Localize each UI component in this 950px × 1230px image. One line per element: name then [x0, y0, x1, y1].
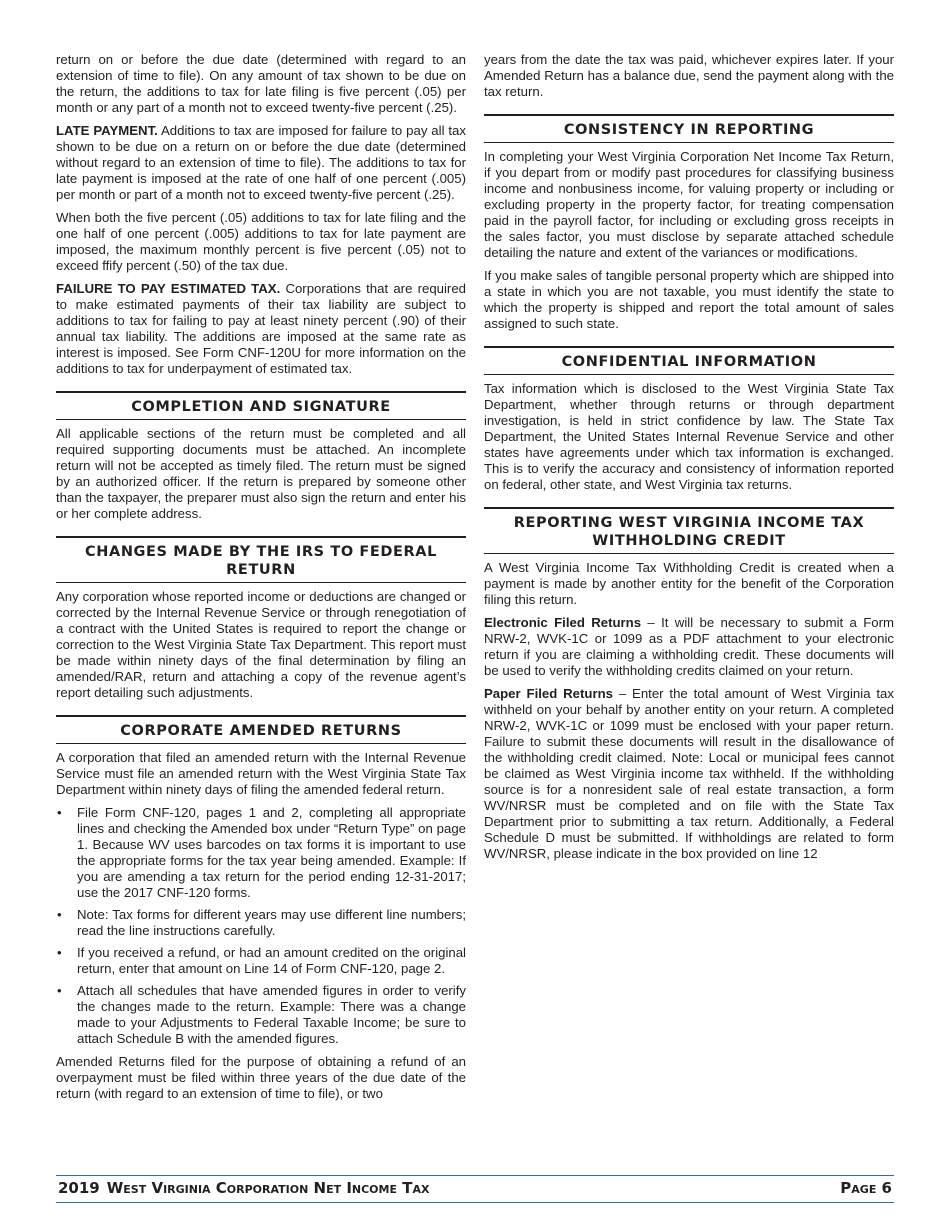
- list-item: [56, 983, 466, 1047]
- right-column: [484, 52, 894, 869]
- completion-paragraph: All applicable sections of the return must be completed and all required supporting documents must be attached. An incomplete return will not be accepted as timely filed. The return must be signed by an authorized officer. If the return is prepared by someone other than the taxpayer, the preparer must also sign the return and enter his or her complete address.: [56, 426, 466, 521]
- consistency-paragraph: In completing your West Virginia Corporation Net Income Tax Return, if you depart from or modify past procedures for classifying business income and nonbusiness income, for valuing property or including or excluding property in the property factor, for treating compensation paid in the payroll factor, for including or excluding gross receipts in the sales factor, you must disclose by separate attached schedule detailing the nature and extent of the variances or modifications.: [484, 149, 894, 260]
- list-item: [56, 805, 466, 901]
- bullet-marker: •: [57, 945, 62, 960]
- late-payment-heading: LATE PAYMENT.: [56, 123, 158, 138]
- completion-section-title: COMPLETION AND SIGNATURE: [56, 391, 466, 420]
- amended-bullet-list: [56, 805, 466, 1047]
- amended-closing-paragraph: Amended Returns filed for the purpose of obtaining a refund of an overpayment must be filed within three years of the due date of the return (with regard to an extension of time to file), or two: [56, 1054, 466, 1101]
- bullet-text: If you received a refund, or had an amount credited on the original return, enter that amount on Line 14 of Form CNF-120, page 2.: [77, 945, 466, 976]
- paper-returns-text: – Enter the total amount of West Virginia tax withheld on your behalf by another entity on your return. A completed NRW-2, WVK-1C or 1099 must be enclosed with your paper return. Failure to submit these documents will result in the disallowance of the withholding credit claimed. Note: Local or municipal fees cannot be claimed as West Virginia income tax withheld. If the withholding source is for a nonresident sale of real estate transaction, a form WV/NRSR must be completed and on file with the State Tax Department prior to submitting a tax return. Additionally, a Federal Schedule D must be submitted. If withholdings are related to form WV/NRSR, please indicate in the box provided on line 12: [484, 686, 894, 861]
- failure-estimated-text: Corporations that are required to make estimated payments of their tax liability are subject to additions to tax for failing to pay at least ninety percent (.90) of their annual tax liability. The additions are imposed at the same rate as interest is imposed. See Form CNF-120U for more information on the additions to tax for underpayment of estimated tax.: [56, 281, 466, 376]
- paper-returns-paragraph: [484, 686, 894, 862]
- withholding-intro-paragraph: A West Virginia Income Tax Withholding Credit is created when a payment is made by another entity for the benefit of the Corporation filing this return.: [484, 560, 894, 607]
- consistency-section-title: CONSISTENCY IN REPORTING: [484, 114, 894, 143]
- withholding-section-title: REPORTING WEST VIRGINIA INCOME TAX WITHHOLDING CREDIT: [484, 507, 894, 554]
- failure-estimated-heading: FAILURE TO PAY ESTIMATED TAX.: [56, 281, 281, 296]
- irs-changes-section-title: CHANGES MADE BY THE IRS TO FEDERAL RETURN: [56, 536, 466, 583]
- amended-section-title: CORPORATE AMENDED RETURNS: [56, 715, 466, 744]
- electronic-returns-paragraph: [484, 615, 894, 679]
- page-footer: [56, 1175, 894, 1203]
- electronic-returns-text: – It will be necessary to submit a Form NRW-2, WVK-1C or 1099 as a PDF attachment to your electronic return if you are claiming a withholding credit. These documents will be used to verify the withholding credits claimed on your return.: [484, 615, 894, 678]
- list-item: [56, 907, 466, 939]
- bullet-text: File Form CNF-120, pages 1 and 2, completing all appropriate lines and checking the Amended box under “Return Type” on page 1. Because WV uses barcodes on tax forms it is important to use the appropriate forms for the tax year being amended. Example: If you are amending a tax return for the period ending 12-31-2017; use the 2017 CNF-120 forms.: [77, 805, 466, 900]
- bullet-marker: •: [57, 907, 62, 922]
- list-item: [56, 945, 466, 977]
- footer-form-name: West Virginia Corporation Net Income Tax: [106, 1179, 430, 1197]
- failure-estimated-paragraph: [56, 281, 466, 377]
- consistency-paragraph: If you make sales of tangible personal property which are shipped into a state in which you are not taxable, you must identify the state to which the property is shipped and report the total amount of sales assigned to such state.: [484, 268, 894, 331]
- bullet-marker: •: [57, 805, 62, 820]
- left-column: [56, 52, 466, 1109]
- electronic-returns-heading: Electronic Filed Returns: [484, 615, 642, 630]
- intro-paragraph: return on or before the due date (determined with regard to an extension of time to file). On any amount of tax shown to be due on the return, the additions to tax for late filing is five percent (.05) per month or any part of a month not to exceed twenty-five percent (.25).: [56, 52, 466, 115]
- bullet-text: Attach all schedules that have amended figures in order to verify the changes made to the return. Example: There was a change made to your Adjustments to Federal Taxable Income; be sure to attach Schedule B with the amended figures.: [77, 983, 466, 1046]
- amended-intro-paragraph: A corporation that filed an amended return with the Internal Revenue Service must file an amended return with the West Virginia State Tax Department within ninety days of filing the amended federal return.: [56, 750, 466, 797]
- continuation-paragraph: years from the date the tax was paid, whichever expires later. If your Amended Return has a balance due, send the payment along with the tax return.: [484, 52, 894, 99]
- bullet-marker: •: [57, 983, 62, 998]
- confidential-paragraph: Tax information which is disclosed to the West Virginia State Tax Department, whether through returns or through department investigation, is held in strict confidence by law. The State Tax Department, the United States Internal Revenue Service and other states have agreements under which tax information is exchanged. This is to verify the accuracy and consistency of information reported on federal, other state, and West Virginia tax returns.: [484, 381, 894, 492]
- bullet-text: Note: Tax forms for different years may use different line numbers; read the line instructions carefully.: [77, 907, 466, 938]
- page-number: Page 6: [840, 1179, 892, 1197]
- footer-year: 2019: [58, 1179, 100, 1197]
- confidential-section-title: CONFIDENTIAL INFORMATION: [484, 346, 894, 375]
- late-payment-paragraph: [56, 123, 466, 203]
- both-additions-paragraph: When both the five percent (.05) additions to tax for late filing and the one half of one percent (.005) additions to tax for late payment are imposed, the maximum monthly percent is five percent (.05) not to exceed ffify percent (.50) of the tax due.: [56, 210, 466, 273]
- late-payment-text: Additions to tax are imposed for failure to pay all tax shown to be due on a return on or before the due date (determined without regard to an extension of time to file). The additions to tax for late payment is imposed at the rate of one half of one percent (.005) per month or part of a month not to exceed twenty-five percent (.25).: [56, 123, 466, 202]
- footer-title: [58, 1179, 429, 1197]
- paper-returns-heading: Paper Filed Returns: [484, 686, 613, 701]
- irs-changes-paragraph: Any corporation whose reported income or deductions are changed or corrected by the Internal Revenue Service or through renegotiation of a contract with the United States is required to report the change or correction to the West Virginia State Tax Department. This report must be made within ninety days of the final determination by filing an amended/RAR, return and attaching a copy of the revenue agent’s report detailing such adjustments.: [56, 589, 466, 700]
